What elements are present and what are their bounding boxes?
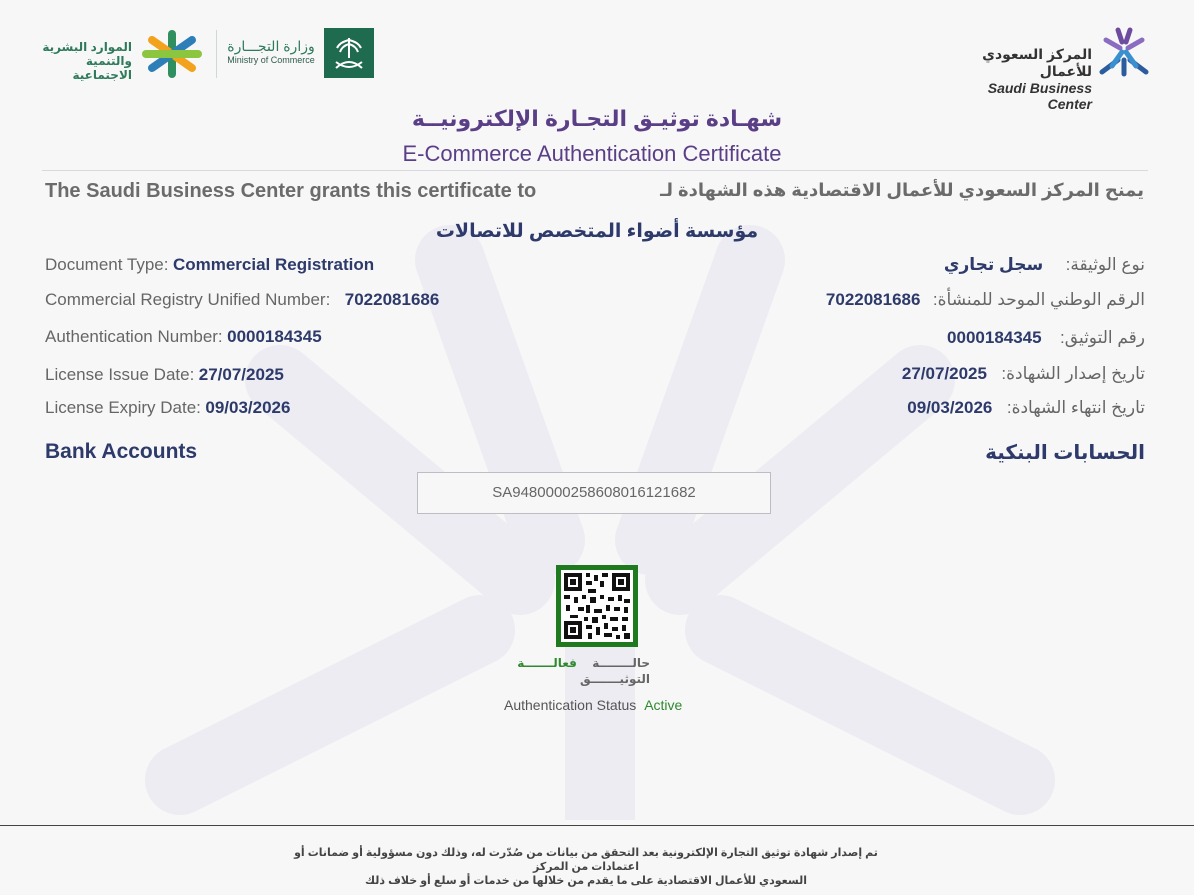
qr-code-icon bbox=[561, 570, 633, 642]
issue-date-label-en: License Issue Date: bbox=[45, 365, 195, 384]
expiry-date-label-ar: تاريخ انتهاء الشهادة: bbox=[1006, 398, 1145, 417]
sbc-english-name: Saudi Business Center bbox=[987, 80, 1092, 112]
footer-line-1: تم إصدار شهادة توثيق التجارة الإلكترونية بعد التحقق من بيانات من صُدّرت له، وذلك دون مسؤولية أو ضمانات أو اعتمادات من المركز bbox=[294, 847, 878, 873]
auth-status-label-en: Authentication Status bbox=[504, 697, 637, 713]
issue-date-value-en: 27/07/2025 bbox=[198, 365, 284, 384]
auth-status-ar bbox=[490, 656, 650, 670]
expiry-date-label-en: License Expiry Date: bbox=[45, 398, 201, 417]
expiry-date-row-en bbox=[45, 398, 290, 418]
hrsd-star-icon bbox=[140, 28, 204, 80]
footer-divider bbox=[0, 825, 1194, 826]
sbc-logo bbox=[940, 26, 1152, 112]
grant-text-english: The Saudi Business Center grants this certificate to bbox=[45, 180, 537, 202]
cr-number-row-ar bbox=[700, 290, 1145, 310]
auth-status-label-ar-2: التوثيـــــــق bbox=[580, 672, 650, 686]
expiry-date-value-ar: 09/03/2026 bbox=[907, 398, 993, 417]
doc-type-value-ar: سجل تجاري bbox=[943, 255, 1044, 274]
auth-number-row-en bbox=[45, 327, 322, 347]
doc-type-label-ar: نوع الوثيقة: bbox=[1065, 255, 1145, 274]
sbc-mark-icon bbox=[1098, 26, 1150, 78]
cr-number-value-en: 7022081686 bbox=[344, 290, 440, 309]
auth-number-label-en: Authentication Number: bbox=[45, 327, 223, 346]
issue-date-row-ar bbox=[700, 364, 1145, 384]
cr-number-label-en: Commercial Registry Unified Number: bbox=[45, 290, 331, 309]
doc-type-value-en: Commercial Registration bbox=[172, 255, 375, 274]
title-english: E-Commerce Authentication Certificate bbox=[402, 141, 782, 166]
doc-type-label-en: Document Type: bbox=[45, 255, 169, 274]
cr-number-value-ar: 7022081686 bbox=[825, 290, 921, 309]
footer-line-2: السعودي للأعمال الاقتصادية على ما يقدم من خلالها من خدمات أو سلع أو خلاف ذلك bbox=[365, 875, 807, 887]
auth-number-value-ar: 0000184345 bbox=[947, 328, 1042, 347]
cr-number-row-en bbox=[45, 290, 439, 310]
moc-english-name: Ministry of Commerce bbox=[227, 55, 315, 65]
auth-status-value-ar: فعالـــــــة bbox=[517, 656, 577, 670]
logo-divider bbox=[216, 30, 217, 78]
grant-text-arabic: يمنح المركز السعودي للأعمال الاقتصادية هذه الشهادة لـ bbox=[660, 180, 1144, 200]
cr-number-label-ar: الرقم الوطني الموحد للمنشأة: bbox=[932, 290, 1145, 309]
sbc-arabic-name: المركز السعودي للأعمال bbox=[982, 46, 1092, 79]
doc-type-row-ar bbox=[700, 255, 1145, 275]
auth-status-en bbox=[504, 697, 682, 713]
hrsd-logo bbox=[36, 28, 204, 80]
entity-name: مؤسسة أضواء المتخصص للاتصالات bbox=[435, 221, 759, 242]
issue-date-label-ar: تاريخ إصدار الشهادة: bbox=[1001, 364, 1145, 383]
doc-type-row-en bbox=[45, 255, 374, 275]
title-arabic: شهـادة توثيـق التجـارة الإلكترونيــة bbox=[411, 106, 783, 131]
auth-number-label-ar: رقم التوثيق: bbox=[1060, 328, 1145, 347]
moc-logo bbox=[226, 28, 376, 80]
iban-box: SA9480000258608016121682 bbox=[417, 472, 771, 514]
expiry-date-value-en: 09/03/2026 bbox=[205, 398, 291, 417]
footer-disclaimer bbox=[280, 846, 892, 888]
qr-code[interactable] bbox=[556, 565, 638, 647]
issue-date-value-ar: 27/07/2025 bbox=[901, 364, 987, 383]
auth-status-value-en: Active bbox=[644, 697, 683, 713]
bank-accounts-title-en: Bank Accounts bbox=[45, 440, 198, 463]
hrsd-logo-line2: والتنمية الاجتماعية bbox=[72, 54, 132, 82]
auth-number-row-ar bbox=[700, 328, 1145, 348]
divider-line bbox=[42, 170, 1148, 171]
issue-date-row-en bbox=[45, 365, 284, 385]
auth-status-label-ar-1: حالــــــــة bbox=[592, 656, 650, 670]
moc-arabic-name: وزارة التجـــارة bbox=[227, 38, 315, 54]
saudi-emblem-icon bbox=[324, 28, 374, 78]
hrsd-logo-line1: الموارد البشرية bbox=[42, 40, 132, 54]
auth-number-value-en: 0000184345 bbox=[227, 327, 322, 346]
bank-accounts-title-ar: الحسابات البنكية bbox=[985, 442, 1145, 464]
expiry-date-row-ar bbox=[700, 398, 1145, 418]
